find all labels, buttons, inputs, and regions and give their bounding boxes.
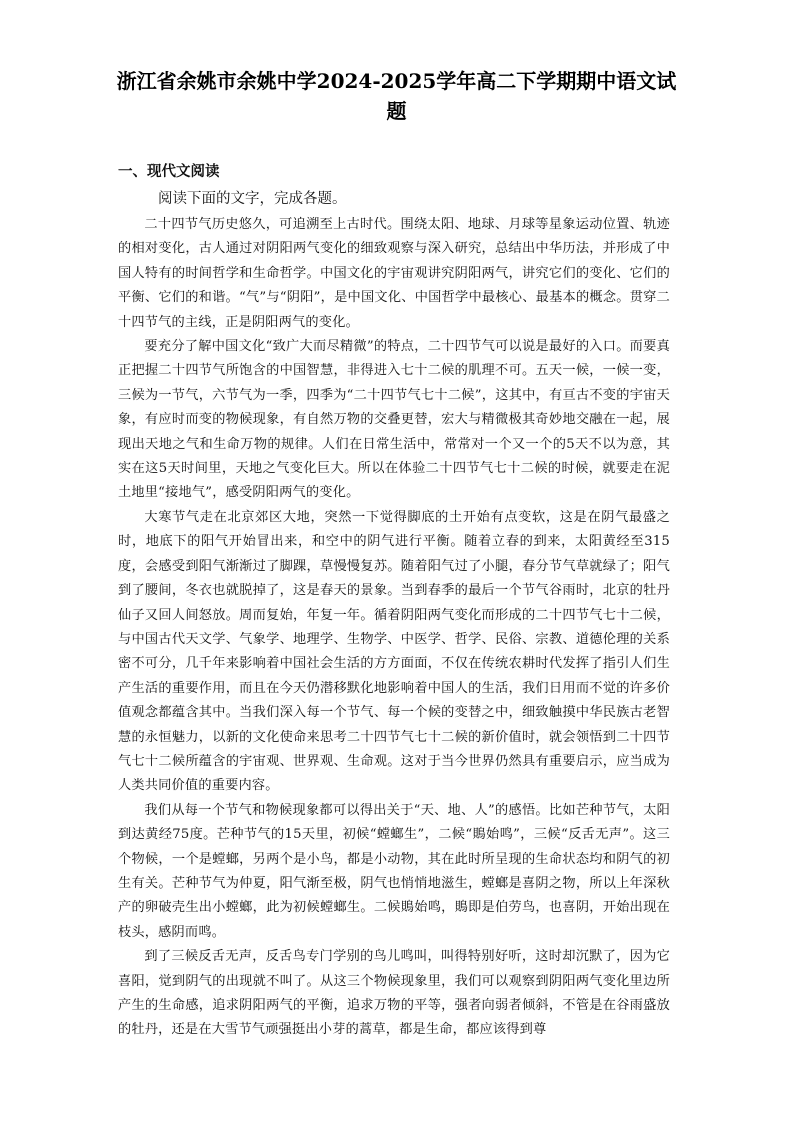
paragraph: 我们从每一个节气和物候现象都可以得出关于“天、地、人”的感悟。比如芒种节气，太阳到达黄经75度。芒种节气的15天里，初候“螳螂生”，二候“鵙始鸣”，三候“反舌无声”。这三个物候，一个是螳螂，另两个是小鸟，都是小动物，其在此时所呈现的生命状态均和阴气的初生有关。芒种节气为仲夏，阳气渐至极，阴气也悄悄地滋生，螳螂是喜阴之物，所以上年深秋产的卵破壳生出小螳螂，此为初候螳螂生。二候鵙始鸣，鵙即是伯劳鸟，也喜阴，开始出现在枝头，感阴而鸣。 [118,802,670,940]
paragraph: 二十四节气历史悠久，可追溯至上古时代。围绕太阳、地球、月球等星象运动位置、轨迹的相对变化，古人通过对阴阳两气变化的细致观察与深入研究，总结出中华历法，并形成了中国人特有的时间哲学和生命哲学。中国文化的宇宙观讲究阴阳两气，讲究它们的变化、它们的平衡、它们的和谐。“气”与“阴阳”，是中国文化、中国哲学中最核心、最基本的概念。贯穿二十四节气的主线，正是阴阳两气的变化。 [118,217,670,330]
document-title: 浙江省余姚市余姚中学2024-2025学年高二下学期期中语文试题 [116,69,677,123]
paragraph: 到了三候反舌无声，反舌鸟专门学别的鸟儿鸣叫，叫得特别好听，这时却沉默了，因为它喜阳，觉到阴气的出现就不叫了。从这三个物候现象里，我们可以观察到阴阳两气变化里边所产生的生命感，追求阴阳两气的平衡，追求万物的平等，强者向弱者倾斜，不管是在谷雨盛放的牡丹，还是在大雪节气顽强挺出小芽的蒿草，都是生命，都应该得到尊 [118,949,670,1038]
reading-instruction: 阅读下面的文字，完成各题。 [158,191,347,207]
paragraph: 大寒节气走在北京郊区大地，突然一下觉得脚底的土开始有点变软，这是在阴气最盛之时，地底下的阳气开始冒出来，和空中的阴气进行平衡。随着立春的到来，太阳黄经至315度，会感受到阳气渐渐过了脚踝，草慢慢复苏。随着阳气过了小腿，春分节气草就绿了；阳气到了腰间，冬衣也就脱掉了，这是春天的景象。当到春季的最后一个节气谷雨时，北京的牡丹仙子又回人间怒放。周而复始，年复一年。循着阴阳两气变化而形成的二十四节气七十二候，与中国古代天文学、气象学、地理学、生物学、中医学、哲学、民俗、宗教、道德伦理的关系密不可分，几千年来影响着中国社会生活的方方面面，不仅在传统农耕时代发挥了指引人们生产生活的重要作用，而且在今天仍潜移默化地影响着中国人的生活，我们日用而不觉的许多价值观念都蕴含其中。当我们深入每一个节气、每一个候的变替之中，细致触摸中华民族古老智慧的永恒魅力，以新的文化使命来思考二十四节气七十二候的新价值时，就会领悟到二十四节气七十二候所蕴含的宇宙观、世界观、生命观。这对于当今世界仍然具有重要启示，应当成为人类共同价值的重要内容。 [118,509,670,794]
section-heading: 一、现代文阅读 [118,164,220,180]
paragraph: 要充分了解中国文化“致广大而尽精微”的特点，二十四节气可以说是最好的入口。而要真正把握二十四节气所饱含的中国智慧，非得进入七十二候的肌理不可。五天一候，一候一变，三候为一节气，六节气为一季，四季为“二十四节气七十二候”，这其中，有亘古不变的宇宙天象，有应时而变的物候现象，有自然万物的交叠更替，宏大与精微极其奇妙地交融在一起，展现出天地之气和生命万物的规律。人们在日常生活中，常常对一个又一个的5天不以为意，其实在这5天时间里，天地之气变化巨大。所以在体验二十四节气七十二候的时候，就要走在泥土地里“接地气”，感受阴阳两气的变化。 [118,339,670,501]
reading-passage [118,213,670,1043]
